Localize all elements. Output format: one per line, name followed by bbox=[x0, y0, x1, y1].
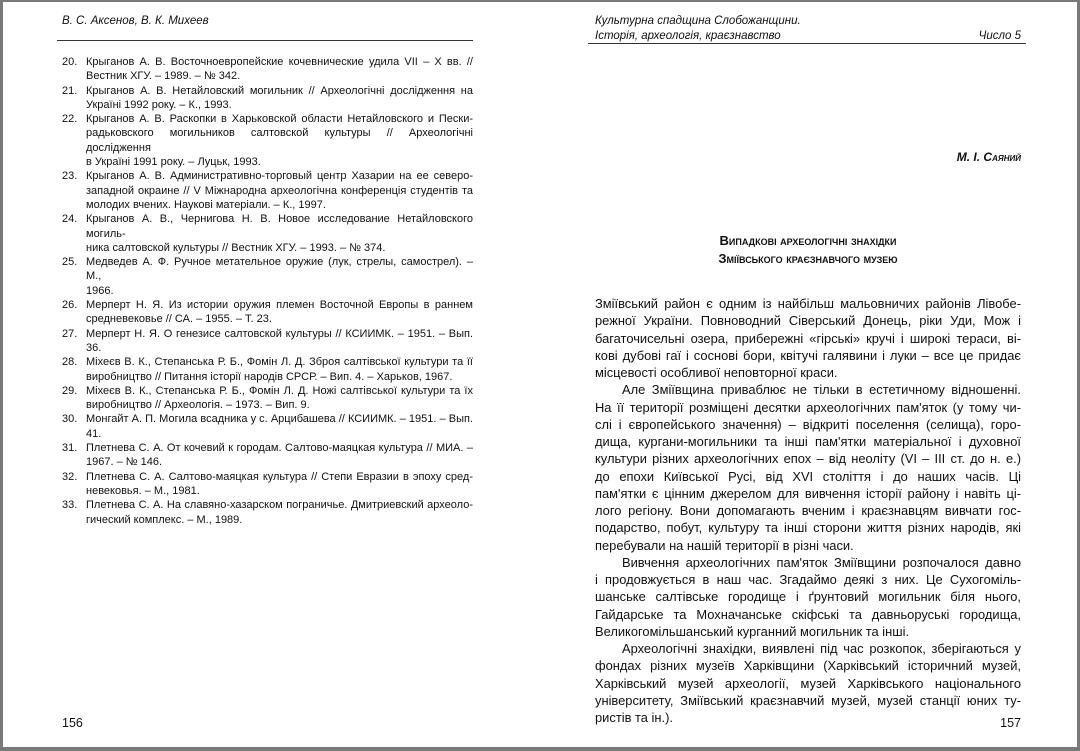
reference-number: 25. bbox=[62, 256, 78, 269]
title-line: Зміївського краєзнавчого музею bbox=[718, 251, 898, 266]
reference-item bbox=[62, 384, 473, 413]
reference-line: Крыганов А. В. Раскопки в Харьковской области Нетайловского и Пески- bbox=[86, 113, 473, 126]
text-line: кові дубові гаї і соснові бори, квітучі галявини і луки – все це придає bbox=[595, 347, 1021, 363]
reference-line: Мерперт Н. Я. Из истории оружия племен Восточной Европы в раннем bbox=[86, 299, 473, 312]
reference-line: Крыганов А. В. Восточноевропейские кочевнические удила VII – X вв. // bbox=[86, 56, 473, 68]
text-line: На її території розміщені десятки археологічних пам'яток (у тому чи- bbox=[595, 399, 1021, 415]
text-line: Великогомільшанський курганний могильник та інші. bbox=[595, 623, 910, 639]
article-author: М. І. Саяний bbox=[956, 150, 1021, 164]
reference-line: Міхеєв В. К., Степанська Р. Б., Фомін Л. Д. Ножі салтівської культури та їх bbox=[86, 384, 473, 397]
reference-line: радьковского могильников салтовской культуры // Археологічні дослідження bbox=[86, 127, 473, 154]
reference-line: Мерперт Н. Я. О генезисе салтовской культуры // КСИИМК. – 1951. – Вып. 36. bbox=[86, 327, 473, 354]
reference-number: 32. bbox=[62, 470, 78, 483]
reference-line: Україні 1992 року. – К., 1993. bbox=[86, 98, 232, 111]
reference-number: 24. bbox=[62, 213, 78, 226]
reference-line: Міхеєв В. К., Степанська Р. Б., Фомін Л. Д. Зброя салтівської культури та її bbox=[86, 356, 473, 369]
reference-number: 33. bbox=[62, 499, 78, 512]
reference-line: Плетнева С. А. От кочевий к городам. Салтово-маяцкая культура // МИА. – bbox=[86, 442, 473, 455]
reference-line: Медведев А. Ф. Ручное метательное оружие (лук, стрелы, самострел). – М., bbox=[86, 256, 473, 283]
article-title bbox=[595, 232, 1021, 268]
text-line: місцевості особливої неповторної краси. bbox=[595, 365, 838, 380]
text-line: шанське салтівське городище і ґрунтовий могильник біля нього, bbox=[595, 589, 1021, 605]
reference-line: 1967. – № 146. bbox=[86, 456, 163, 469]
paragraph bbox=[595, 640, 1021, 726]
reference-item bbox=[62, 55, 473, 84]
reference-number: 28. bbox=[62, 356, 78, 369]
reference-item bbox=[62, 112, 473, 169]
reference-number: 30. bbox=[62, 413, 78, 426]
reference-line: Монгайт А. П. Могила всадника у с. Арцибашева // КСИИМК. – 1951. – Вып. 41. bbox=[86, 413, 473, 440]
running-header-authors: В. С. Аксенов, В. К. Михеев bbox=[62, 15, 209, 27]
reference-line: виробництво // Питання історії народів СРСР. – Вип. 4. – Харьков, 1967. bbox=[86, 370, 453, 383]
reference-number: 22. bbox=[62, 113, 78, 126]
reference-item bbox=[62, 212, 473, 255]
reference-line: молодих вчених. Наукові матеріали. – К., 1997. bbox=[86, 198, 326, 211]
text-line: фондах різних музеїв Харківщини (Харківський історичний музей, bbox=[595, 658, 1021, 674]
text-line: ристів та ін.). bbox=[595, 710, 673, 725]
right-page bbox=[540, 2, 1077, 747]
reference-item bbox=[62, 255, 473, 298]
text-line: Зміївський район є одним із найбільш мальовничих районів Лівобе- bbox=[595, 296, 1021, 311]
reference-line: Крыганов А. В., Чернигова Н. В. Новое исследование Нетайловского могиль- bbox=[86, 213, 473, 240]
reference-line: Плетнева С. А. Салтово-маяцкая культура // Степи Евразии в эпоху сред- bbox=[86, 470, 473, 483]
journal-subtitle: Історія, археологія, краєзнавство bbox=[595, 30, 781, 42]
reference-number: 29. bbox=[62, 384, 78, 397]
paragraph bbox=[595, 295, 1021, 381]
reference-line: Вестник ХГУ. – 1989. – № 342. bbox=[86, 70, 241, 83]
text-line: дища, кургани-могильники та інші пам'ятки матеріальної і духовної bbox=[595, 434, 1021, 449]
issue-number: Число 5 bbox=[978, 30, 1021, 42]
reference-item bbox=[62, 498, 473, 527]
reference-item bbox=[62, 169, 473, 212]
paragraph bbox=[595, 381, 1021, 554]
reference-line: Крыганов А. В. Административно-торговый центр Хазарии на ее северо- bbox=[86, 170, 473, 183]
title-line: Випадкові археологічні знахідки bbox=[719, 233, 897, 248]
text-line: режної України. Повноводний Сіверський Донець, ріки Уди, Мож і bbox=[595, 313, 1021, 329]
reference-line: ника салтовской культуры // Вестник ХГУ. – 1993. – № 374. bbox=[86, 241, 386, 254]
journal-title: Культурна спадщина Слобожанщини. bbox=[595, 15, 801, 27]
text-line: перебували на нашій території в різні часи. bbox=[595, 537, 854, 553]
reference-number: 20. bbox=[62, 56, 78, 68]
reference-item bbox=[62, 327, 473, 356]
running-header-journal bbox=[595, 14, 801, 44]
reference-item bbox=[62, 355, 473, 384]
reference-item bbox=[62, 84, 473, 113]
text-line: культури різних археологічних епох – від неоліту (VI – III ст. до н. е.) bbox=[595, 451, 1021, 467]
article-body bbox=[595, 295, 1021, 726]
left-page bbox=[3, 2, 540, 747]
text-line: пам'ятки є цінним джерелом для вивчення історії району і навіть ці- bbox=[595, 485, 1021, 501]
reference-line: Плетнева С. А. На славяно-хазарском пограничье. Дмитриевский археоло- bbox=[86, 499, 473, 512]
text-line: Вивчення археологічних пам'яток Зміївщини розпочалося давно bbox=[622, 554, 1021, 570]
text-line: до епохи Київської Русі, від XVI століття і до наших часів. Ці bbox=[595, 468, 1021, 484]
reference-line: 1966. bbox=[86, 284, 114, 297]
paragraph bbox=[595, 554, 1021, 640]
text-line: Гайдарське та Мохначанське скіфські та давньоруські городища, bbox=[595, 606, 1021, 622]
text-line: Але Зміївщина приваблює не тільки в естетичному відношенні. bbox=[622, 382, 1021, 398]
reference-line: западной окраине // V Міжнародна археологічна конференція студентів та bbox=[86, 184, 473, 197]
reference-line: виробництво // Археологія. – 1973. – Вип. 9. bbox=[86, 399, 310, 412]
reference-number: 26. bbox=[62, 299, 78, 312]
reference-item bbox=[62, 470, 473, 499]
header-rule bbox=[57, 40, 473, 41]
reference-item bbox=[62, 441, 473, 470]
reference-list bbox=[62, 55, 473, 527]
page-number: 156 bbox=[62, 716, 83, 730]
header-rule bbox=[588, 43, 1026, 44]
page-number: 157 bbox=[1000, 716, 1021, 730]
reference-line: в Україні 1991 року. – Луцьк, 1993. bbox=[86, 156, 261, 169]
reference-line: средневековье // СА. – 1955. – Т. 23. bbox=[86, 313, 272, 326]
reference-number: 23. bbox=[62, 170, 78, 183]
reference-number: 31. bbox=[62, 442, 78, 455]
reference-line: невековья. – М., 1981. bbox=[86, 484, 200, 497]
text-line: і продовжується в наш час. Згадаймо деякі з них. Це Сухогоміль- bbox=[595, 572, 1021, 587]
text-line: лого регіону. Вони допомагають вченим і краєзнавцям вивчати гос- bbox=[595, 503, 1021, 518]
reference-line: гический комплекс. – М., 1989. bbox=[86, 513, 243, 526]
reference-line: Крыганов А. В. Нетайловский могильник // Археологічні дослідження на bbox=[86, 84, 473, 97]
reference-item bbox=[62, 298, 473, 327]
text-line: багаточисельні озера, прибережні «гірські» кручі і широкі тераси, ві- bbox=[595, 330, 1021, 346]
reference-item bbox=[62, 412, 473, 441]
text-line: Харківський музей археології, музей Харківського національного bbox=[595, 675, 1021, 691]
book-spread bbox=[3, 2, 1077, 747]
text-line: університету, Зміївський краєзнавчий музей, музей станції юних ту- bbox=[595, 692, 1021, 708]
text-line: слі і європейського значення) – відкриті поселення (селища), горо- bbox=[595, 416, 1021, 432]
text-line: подарство, побут, культуру та інші сторони життя різних народів, які bbox=[595, 520, 1021, 536]
reference-number: 21. bbox=[62, 84, 78, 97]
text-line: Археологічні знахідки, виявлені під час розкопок, зберігаються у bbox=[622, 641, 1021, 656]
reference-number: 27. bbox=[62, 327, 78, 340]
